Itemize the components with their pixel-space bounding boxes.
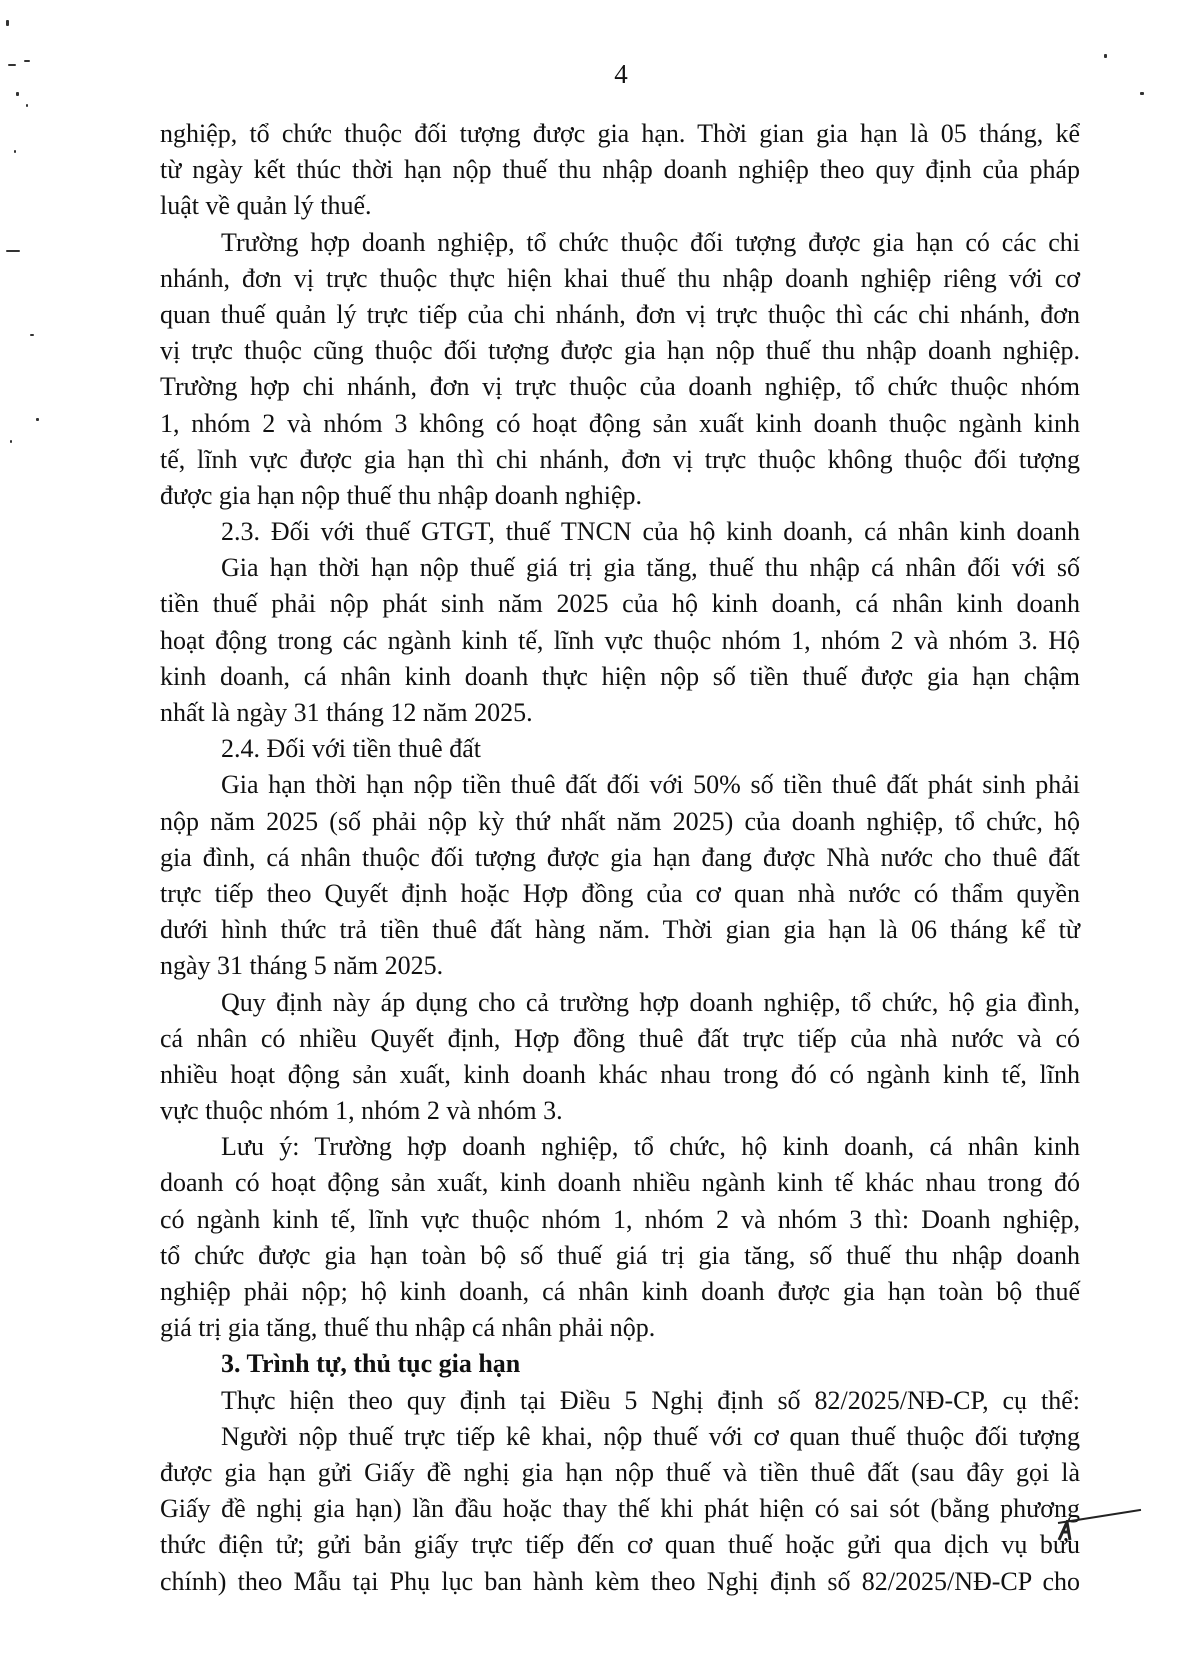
scan-speck — [1140, 92, 1144, 95]
scan-speck — [24, 60, 30, 62]
text-line: nghiệp phải nộp; hộ kinh doanh, cá nhân kinh doanh được gia hạn toàn bộ thuế — [160, 1277, 1080, 1306]
text-line: trực tiếp theo Quyết định hoặc Hợp đồng của cơ quan nhà nước có thẩm quyền — [160, 878, 1080, 908]
text-line: nộp năm 2025 (số phải nộp kỳ thứ nhất năm 2025) của doanh nghiệp, tổ chức, hộ — [160, 806, 1080, 836]
text-line: gia đình, cá nhân thuộc đối tượng được gia hạn đang được Nhà nước cho thuê đất — [160, 842, 1080, 872]
text-line: quan thuế quản lý trực tiếp của chi nhánh, đơn vị trực thuộc thì các chi nhánh, đơn — [160, 299, 1080, 329]
scan-speck — [6, 250, 20, 252]
text-line: chính) theo Mẫu tại Phụ lục ban hành kèm theo Nghị định số 82/2025/NĐ-CP cho — [160, 1566, 1080, 1596]
scan-speck — [30, 334, 34, 336]
text-line: tổ chức được gia hạn toàn bộ số thuế giá trị gia tăng, số thuế thu nhập doanh — [160, 1240, 1080, 1270]
scan-speck — [14, 150, 16, 153]
text-line: hoạt động trong các ngành kinh tế, lĩnh vực thuộc nhóm 1, nhóm 2 và nhóm 3. Hộ — [160, 625, 1080, 655]
text-line: vực thuộc nhóm 1, nhóm 2 và nhóm 3. — [160, 1096, 563, 1126]
scan-speck — [26, 104, 28, 107]
scan-speck — [8, 64, 16, 66]
text-line: cá nhân có nhiều Quyết định, Hợp đồng thuê đất trực tiếp của nhà nước và có — [160, 1023, 1080, 1053]
page-number: 4 — [614, 59, 628, 89]
text-line: luật về quản lý thuế. — [160, 191, 372, 221]
text-line: tế, lĩnh vực được gia hạn thì chi nhánh, đơn vị trực thuộc không thuộc đối tượng — [160, 444, 1080, 474]
text-line: tiền thuế phải nộp phát sinh năm 2025 của hộ kinh doanh, cá nhân kinh doanh — [160, 589, 1080, 619]
text-line: từ ngày kết thúc thời hạn nộp thuế thu nhập doanh nghiệp theo quy định của pháp — [160, 155, 1080, 185]
text-line: nhánh, đơn vị trực thuộc thực hiện khai thuế thu nhập doanh nghiệp riêng với cơ — [160, 263, 1080, 293]
scan-speck — [1104, 54, 1107, 58]
text-line: được gia hạn nộp thuế thu nhập doanh nghiệp. — [160, 480, 643, 510]
text-line: giá trị gia tăng, thuế thu nhập cá nhân phải nộp. — [160, 1313, 656, 1343]
text-line: kinh doanh, cá nhân kinh doanh thực hiện nộp số tiền thuế được gia hạn chậm — [160, 661, 1080, 691]
text-line: Giấy đề nghị gia hạn) lần đầu hoặc thay thế khi phát hiện có sai sót (bằng phương — [160, 1494, 1080, 1524]
text-line: Lưu ý: Trường hợp doanh nghiệp, tổ chức, hộ kinh doanh, cá nhân kinh — [221, 1132, 1080, 1162]
document-body — [160, 116, 1080, 1600]
scan-speck — [10, 440, 12, 443]
text-line: nghiệp, tổ chức thuộc đối tượng được gia hạn. Thời gian gia hạn là 05 tháng, kể — [160, 119, 1080, 148]
text-line: Quy định này áp dụng cho cả trường hợp doanh nghiệp, tổ chức, hộ gia đình, — [221, 987, 1080, 1017]
initial-mark-icon — [1056, 1520, 1078, 1542]
text-line: thức điện tử; gửi bản giấy trực tiếp đến cơ quan thuế hoặc gửi qua dịch vụ bưu — [160, 1530, 1080, 1560]
scan-speck — [6, 20, 9, 26]
text-line: nhất là ngày 31 tháng 12 năm 2025. — [160, 698, 533, 727]
text-line: nhiều hoạt động sản xuất, kinh doanh khác nhau trong đó có ngành kinh tế, lĩnh — [160, 1059, 1080, 1089]
section-heading: 3. Trình tự, thủ tục gia hạn — [221, 1349, 521, 1379]
scan-speck — [16, 92, 19, 96]
text-line: 2.4. Đối với tiền thuê đất — [221, 734, 481, 764]
text-line: 1, nhóm 2 và nhóm 3 không có hoạt động sản xuất kinh doanh thuộc ngành kinh — [160, 408, 1080, 438]
text-line: 2.3. Đối với thuế GTGT, thuế TNCN của hộ kinh doanh, cá nhân kinh doanh — [221, 517, 1080, 547]
text-line: ngày 31 tháng 5 năm 2025. — [160, 951, 444, 981]
text-line: Thực hiện theo quy định tại Điều 5 Nghị định số 82/2025/NĐ-CP, cụ thể: — [221, 1385, 1080, 1415]
text-line: được gia hạn gửi Giấy đề nghị gia hạn nộp thuế và tiền thuê đất (sau đây gọi là — [160, 1457, 1080, 1487]
text-line: dưới hình thức trả tiền thuê đất hàng năm. Thời gian gia hạn là 06 tháng kể từ — [160, 915, 1080, 945]
scan-speck — [36, 418, 39, 421]
text-line: có ngành kinh tế, lĩnh vực thuộc nhóm 1, nhóm 2 và nhóm 3 thì: Doanh nghiệp, — [160, 1204, 1080, 1234]
text-line: Gia hạn thời hạn nộp tiền thuê đất đối với 50% số tiền thuê đất phát sinh phải — [221, 770, 1080, 800]
text-line: Trường hợp doanh nghiệp, tổ chức thuộc đối tượng được gia hạn có các chi — [221, 227, 1080, 257]
text-line: Người nộp thuế trực tiếp kê khai, nộp thuế với cơ quan thuế thuộc đối tượng — [221, 1421, 1080, 1451]
text-line: doanh có hoạt động sản xuất, kinh doanh nhiều ngành kinh tế khác nhau trong đó — [160, 1168, 1080, 1198]
text-line: vị trực thuộc cũng thuộc đối tượng được gia hạn nộp thuế thu nhập doanh nghiệp. — [160, 336, 1080, 366]
text-line: Gia hạn thời hạn nộp thuế giá trị gia tăng, thuế thu nhập cá nhân đối với số — [221, 553, 1080, 583]
text-line: Trường hợp chi nhánh, đơn vị trực thuộc của doanh nghiệp, tổ chức thuộc nhóm — [160, 372, 1080, 402]
